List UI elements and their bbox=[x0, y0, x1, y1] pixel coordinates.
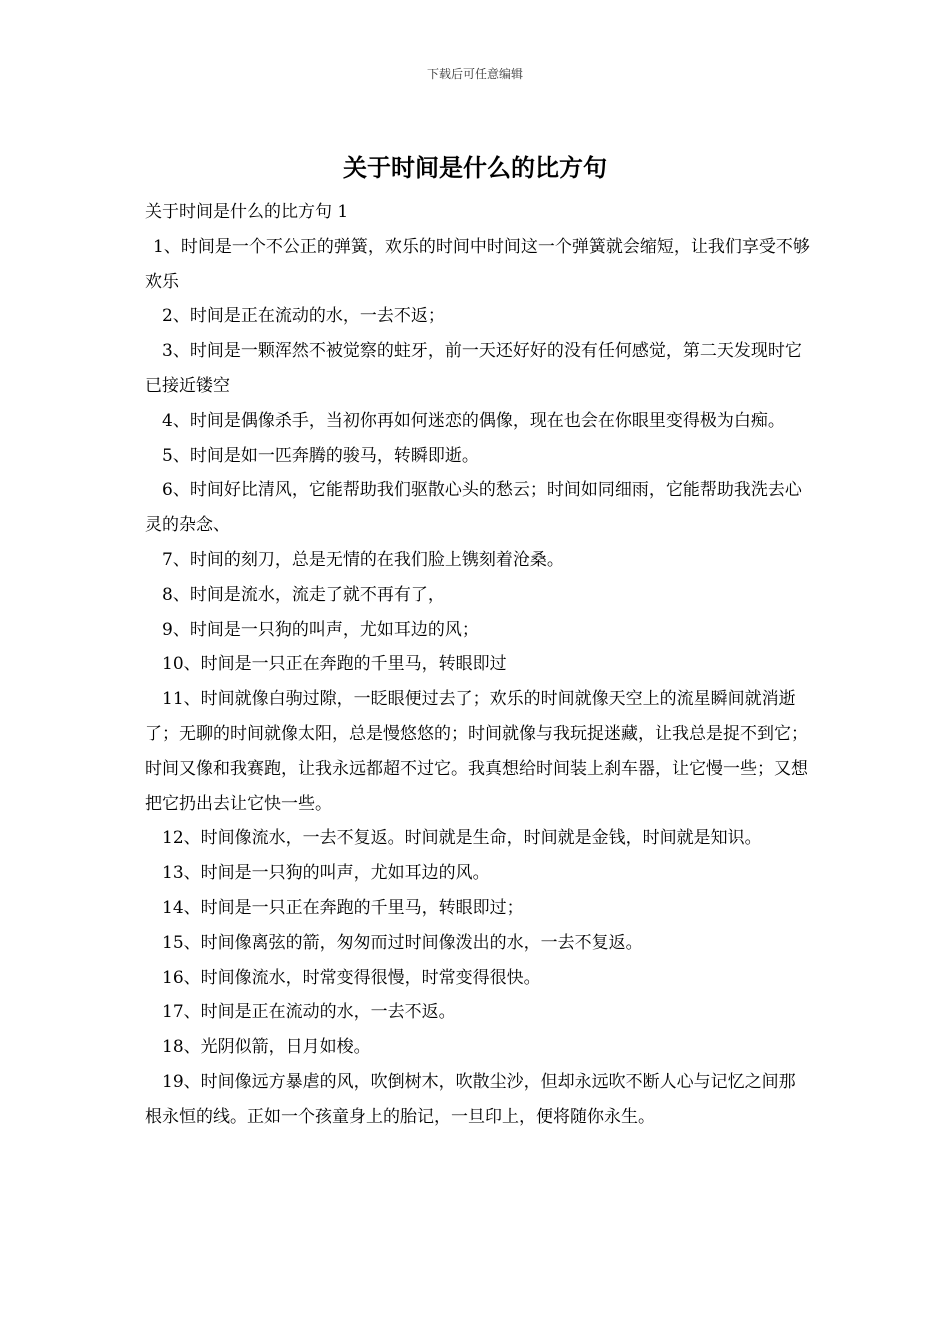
list-item: 9、时间是一只狗的叫声，尤如耳边的风； bbox=[162, 619, 479, 640]
page-header-note: 下载后可任意编辑 bbox=[426, 67, 523, 81]
list-item: 4、时间是偶像杀手，当初你再如何迷恋的偶像，现在也会在你眼里变得极为白痴。 bbox=[162, 410, 785, 431]
document-title: 关于时间是什么的比方句 bbox=[343, 153, 607, 182]
list-item: 6、时间好比清风，它能帮助我们驱散心头的愁云；时间如同细雨，它能帮助我洗去心灵的杂念、 bbox=[145, 480, 802, 536]
list-item: 5、时间是如一匹奔腾的骏马，转瞬即逝。 bbox=[162, 445, 479, 466]
list-item: 14、时间是一只正在奔跑的千里马，转眼即过； bbox=[162, 897, 524, 918]
list-item: 16、时间像流水，时常变得很慢，时常变得很快。 bbox=[162, 967, 541, 988]
section-subtitle: 关于时间是什么的比方句 1 bbox=[145, 202, 349, 222]
list-item: 1、时间是一个不公正的弹簧，欢乐的时间中时间这一个弹簧就会缩短，让我们享受不够欢乐 bbox=[145, 236, 810, 292]
list-item: 18、光阴似箭，日月如梭。 bbox=[162, 1037, 371, 1058]
list-item: 3、时间是一颗浑然不被觉察的蛀牙，前一天还好好的没有任何感觉，第二天发现时它已接近镂空 bbox=[145, 341, 802, 396]
list-item: 17、时间是正在流动的水，一去不返。 bbox=[162, 1002, 456, 1023]
list-item: 13、时间是一只狗的叫声，尤如耳边的风。 bbox=[162, 863, 490, 884]
document-body bbox=[145, 195, 810, 1135]
list-item: 19、时间像远方暴虐的风，吹倒树木，吹散尘沙，但却永远吹不断人心与记忆之间那根永恒的线。正如一个孩童身上的胎记，一旦印上，便将随你永生。 bbox=[145, 1071, 796, 1127]
list-item: 8、时间是流水，流走了就不再有了， bbox=[162, 584, 445, 605]
list-item: 15、时间像离弦的箭，匆匆而过时间像泼出的水，一去不复返。 bbox=[162, 932, 643, 953]
list-item: 11、时间就像白驹过隙，一眨眼便过去了；欢乐的时间就像天空上的流星瞬间就消逝了；无聊的时间就像太阳，总是慢悠悠的；时间就像与我玩捉迷藏，让我总是捉不到它；时间又像和我赛跑，让我永远都超不过它。我真想给时间装上刹车器，让它慢一些；又想把它扔出去让它快一些。 bbox=[145, 689, 808, 814]
list-item: 10、时间是一只正在奔跑的千里马，转眼即过 bbox=[162, 654, 507, 675]
list-item: 7、时间的刻刀，总是无情的在我们脸上镌刻着沧桑。 bbox=[162, 549, 564, 570]
list-item: 2、时间是正在流动的水，一去不返； bbox=[162, 306, 445, 327]
list-item: 12、时间像流水，一去不复返。时间就是生命，时间就是金钱，时间就是知识。 bbox=[162, 828, 762, 849]
